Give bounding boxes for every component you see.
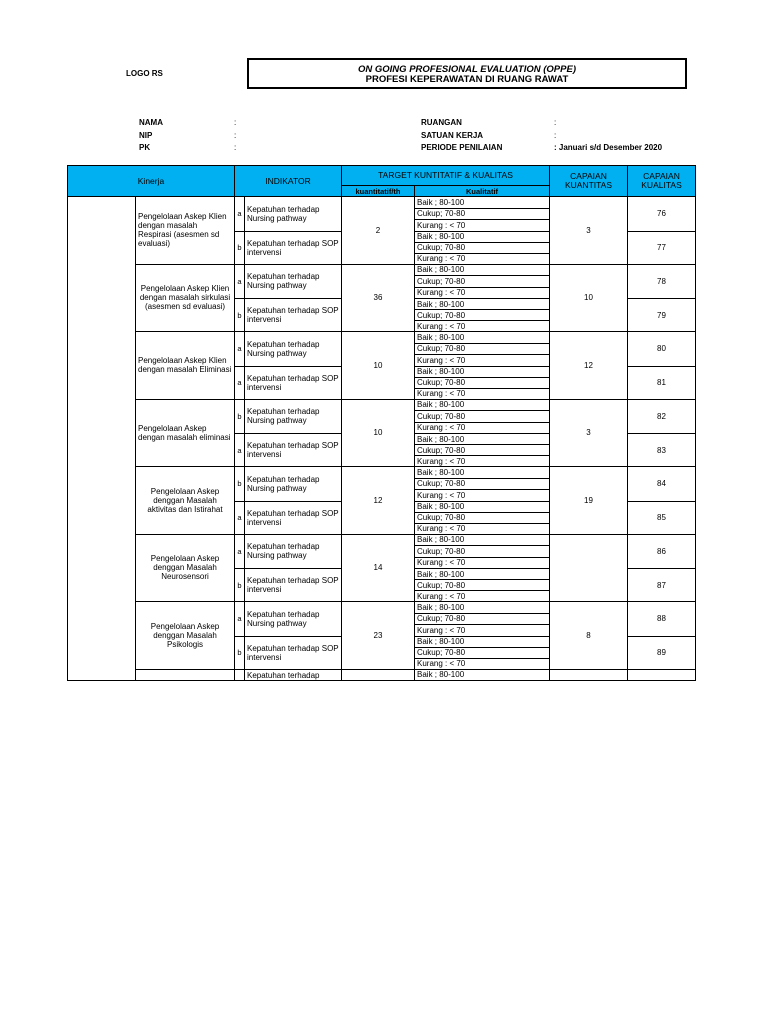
indikator-cell: Kepatuhan terhadap Nursing pathway: [245, 399, 342, 434]
indikator-cell: Kepatuhan terhadap Nursing pathway: [245, 467, 342, 502]
subheader-kualitatif: Kualitatif: [415, 186, 550, 197]
indikator-letter: a: [235, 197, 245, 232]
capaian-kuantitas-cell: [550, 534, 628, 602]
kualitatif-cell: Baik ; 80-100: [415, 636, 550, 647]
indikator-letter: b: [235, 399, 245, 434]
capaian-kuantitas-cell: 3: [550, 399, 628, 467]
capaian-kuantitas-cell: 12: [550, 332, 628, 400]
capaian-kualitas-cell: 76: [628, 197, 696, 232]
kualitatif-cell: Baik ; 80-100: [415, 467, 550, 479]
kinerja-cell: Pengelolaan Askep Klien dengan masalah Eliminasi: [136, 332, 235, 400]
subheader-kuantitatif: kuantitatif/th: [342, 186, 415, 197]
capaian-kuantitas-cell: 3: [550, 197, 628, 265]
indikator-cell: Kepatuhan terhadap SOP intervensi: [245, 501, 342, 534]
indikator-cell: Kepatuhan terhadap: [245, 669, 342, 680]
indikator-letter: a: [235, 501, 245, 534]
kualitatif-cell: Cukup; 70-80: [415, 310, 550, 321]
table-row: [68, 669, 696, 680]
capaian-kualitas-cell: 84: [628, 467, 696, 502]
indikator-letter: [235, 669, 245, 680]
capaian-kualitas-cell: 81: [628, 366, 696, 399]
blank-column: [68, 197, 136, 681]
kualitatif-cell: Kurang : < 70: [415, 287, 550, 299]
header-kinerja: Kinerja: [68, 166, 235, 197]
kuantitatif-cell: 12: [342, 467, 415, 535]
kinerja-cell: Pengelolaan Askep dengan masalah eliminasi: [136, 399, 235, 467]
indikator-letter: b: [235, 231, 245, 264]
capaian-kualitas-cell: 88: [628, 602, 696, 637]
capaian-kualitas-cell: 78: [628, 264, 696, 299]
kualitatif-cell: Baik ; 80-100: [415, 264, 550, 276]
kinerja-cell: Pengelolaan Askep denggan Masalah Psikologis: [136, 602, 235, 670]
indikator-cell: Kepatuhan terhadap Nursing pathway: [245, 534, 342, 569]
pk-colon: :: [234, 143, 237, 152]
kualitatif-cell: Kurang : < 70: [415, 388, 550, 399]
table-row: [68, 602, 696, 614]
kualitatif-cell: Baik ; 80-100: [415, 197, 550, 209]
kualitatif-cell: Baik ; 80-100: [415, 399, 550, 411]
satuan-kerja-label: SATUAN KERJA: [421, 131, 484, 140]
kualitatif-cell: Baik ; 80-100: [415, 231, 550, 242]
capaian-kualitas-cell: 80: [628, 332, 696, 367]
table-row: [68, 399, 696, 411]
nama-colon: :: [234, 118, 237, 127]
kualitatif-cell: Baik ; 80-100: [415, 669, 550, 680]
kinerja-cell: Pengelolaan Askep denggan Masalah Neurosensori: [136, 534, 235, 602]
kualitatif-cell: Baik ; 80-100: [415, 434, 550, 445]
nip-colon: :: [234, 131, 237, 140]
capaian-kuantitas-cell: 10: [550, 264, 628, 332]
kuantitatif-cell: 14: [342, 534, 415, 602]
kualitatif-cell: Cukup; 70-80: [415, 445, 550, 456]
table-row: [68, 332, 696, 344]
kualitatif-cell: Kurang : < 70: [415, 625, 550, 637]
indikator-letter: a: [235, 534, 245, 569]
title-box: [247, 58, 687, 89]
kinerja-cell: Pengelolaan Askep Klien dengan masalah sirkulasi (asesmen sd evaluasi): [136, 264, 235, 332]
indikator-cell: Kepatuhan terhadap SOP intervensi: [245, 299, 342, 332]
kualitatif-cell: Kurang : < 70: [415, 321, 550, 332]
capaian-kualitas-cell: 86: [628, 534, 696, 569]
capaian-kualitas-cell: 85: [628, 501, 696, 534]
kualitatif-cell: Cukup; 70-80: [415, 580, 550, 591]
table-row: [68, 534, 696, 546]
kualitatif-cell: Cukup; 70-80: [415, 411, 550, 423]
indikator-cell: Kepatuhan terhadap SOP intervensi: [245, 569, 342, 602]
nip-label: NIP: [139, 131, 153, 140]
logo-placeholder: LOGO RS: [126, 69, 163, 78]
kualitatif-cell: Cukup; 70-80: [415, 242, 550, 253]
capaian-kuantitas-cell: [550, 669, 628, 680]
capaian-kualitas-cell: 82: [628, 399, 696, 434]
periode-value: : Januari s/d Desember 2020: [554, 143, 663, 152]
indikator-cell: Kepatuhan terhadap SOP intervensi: [245, 434, 342, 467]
kualitatif-cell: Cukup; 70-80: [415, 647, 550, 658]
capaian-kualitas-cell: [628, 669, 696, 680]
header-indikator: INDIKATOR: [235, 166, 342, 197]
capaian-kualitas-cell: 89: [628, 636, 696, 669]
satuan-colon: :: [554, 131, 557, 140]
kualitatif-cell: Kurang : < 70: [415, 557, 550, 569]
kualitatif-cell: Cukup; 70-80: [415, 478, 550, 490]
indikator-cell: Kepatuhan terhadap Nursing pathway: [245, 602, 342, 637]
indikator-letter: a: [235, 264, 245, 299]
nama-label: NAMA: [139, 118, 163, 127]
kualitatif-cell: Cukup; 70-80: [415, 613, 550, 625]
kuantitatif-cell: [342, 669, 415, 680]
kualitatif-cell: Kurang : < 70: [415, 456, 550, 467]
indikator-letter: a: [235, 366, 245, 399]
indikator-letter: a: [235, 434, 245, 467]
capaian-kuantitas-cell: 8: [550, 602, 628, 670]
capaian-kualitas-cell: 77: [628, 231, 696, 264]
kualitatif-cell: Kurang : < 70: [415, 253, 550, 264]
header-target: TARGET KUNTITATIF & KUALITAS: [342, 166, 550, 186]
kualitatif-cell: Cukup; 70-80: [415, 276, 550, 288]
indikator-letter: a: [235, 332, 245, 367]
capaian-kualitas-cell: 87: [628, 569, 696, 602]
title-line-1: ON GOING PROFESIONAL EVALUATION (OPPE): [358, 64, 576, 75]
kuantitatif-cell: 10: [342, 399, 415, 467]
kinerja-cell: [136, 669, 235, 680]
title-line-2: PROFESI KEPERAWATAN DI RUANG RAWAT: [365, 74, 569, 85]
kualitatif-cell: Baik ; 80-100: [415, 332, 550, 344]
capaian-kuantitas-cell: 19: [550, 467, 628, 535]
header-capaian-kualitas: CAPAIAN KUALITAS: [628, 166, 696, 197]
kualitatif-cell: Baik ; 80-100: [415, 299, 550, 310]
indikator-cell: Kepatuhan terhadap Nursing pathway: [245, 197, 342, 232]
indikator-cell: Kepatuhan terhadap Nursing pathway: [245, 332, 342, 367]
indikator-letter: b: [235, 636, 245, 669]
ruangan-label: RUANGAN: [421, 118, 462, 127]
kualitatif-cell: Cukup; 70-80: [415, 343, 550, 355]
periode-label: PERIODE PENILAIAN: [421, 143, 503, 152]
table-row: [68, 264, 696, 276]
oppe-table: [67, 165, 696, 681]
kualitatif-cell: Cukup; 70-80: [415, 512, 550, 523]
indikator-cell: Kepatuhan terhadap Nursing pathway: [245, 264, 342, 299]
kualitatif-cell: Kurang : < 70: [415, 355, 550, 367]
kinerja-cell: Pengelolaan Askep denggan Masalah aktivitas dan Istirahat: [136, 467, 235, 535]
kualitatif-cell: Baik ; 80-100: [415, 366, 550, 377]
kualitatif-cell: Cukup; 70-80: [415, 377, 550, 388]
indikator-cell: Kepatuhan terhadap SOP intervensi: [245, 231, 342, 264]
indikator-letter: b: [235, 569, 245, 602]
kuantitatif-cell: 10: [342, 332, 415, 400]
kualitatif-cell: Baik ; 80-100: [415, 602, 550, 614]
kualitatif-cell: Kurang : < 70: [415, 591, 550, 602]
kualitatif-cell: Kurang : < 70: [415, 523, 550, 534]
ruangan-colon: :: [554, 118, 557, 127]
pk-label: PK: [139, 143, 151, 152]
capaian-kualitas-cell: 83: [628, 434, 696, 467]
indikator-letter: b: [235, 467, 245, 502]
kualitatif-cell: Kurang : < 70: [415, 220, 550, 232]
kualitatif-cell: Kurang : < 70: [415, 422, 550, 434]
indikator-cell: Kepatuhan terhadap SOP intervensi: [245, 636, 342, 669]
kualitatif-cell: Baik ; 80-100: [415, 534, 550, 546]
kualitatif-cell: Kurang : < 70: [415, 490, 550, 502]
indikator-letter: b: [235, 299, 245, 332]
kualitatif-cell: Kurang : < 70: [415, 658, 550, 669]
indikator-cell: Kepatuhan terhadap SOP intervensi: [245, 366, 342, 399]
header-capaian-kuantitas: CAPAIAN KUANTITAS: [550, 166, 628, 197]
kualitatif-cell: Baik ; 80-100: [415, 569, 550, 580]
kuantitatif-cell: 23: [342, 602, 415, 670]
kualitatif-cell: Cukup; 70-80: [415, 208, 550, 220]
kuantitatif-cell: 2: [342, 197, 415, 265]
capaian-kualitas-cell: 79: [628, 299, 696, 332]
indikator-letter: a: [235, 602, 245, 637]
kualitatif-cell: Baik ; 80-100: [415, 501, 550, 512]
table-row: [68, 197, 696, 209]
kinerja-cell: Pengelolaan Askep Klien dengan masalah Respirasi (asesmen sd evaluasi): [136, 197, 235, 265]
kualitatif-cell: Cukup; 70-80: [415, 546, 550, 558]
table-row: [68, 467, 696, 479]
kuantitatif-cell: 36: [342, 264, 415, 332]
